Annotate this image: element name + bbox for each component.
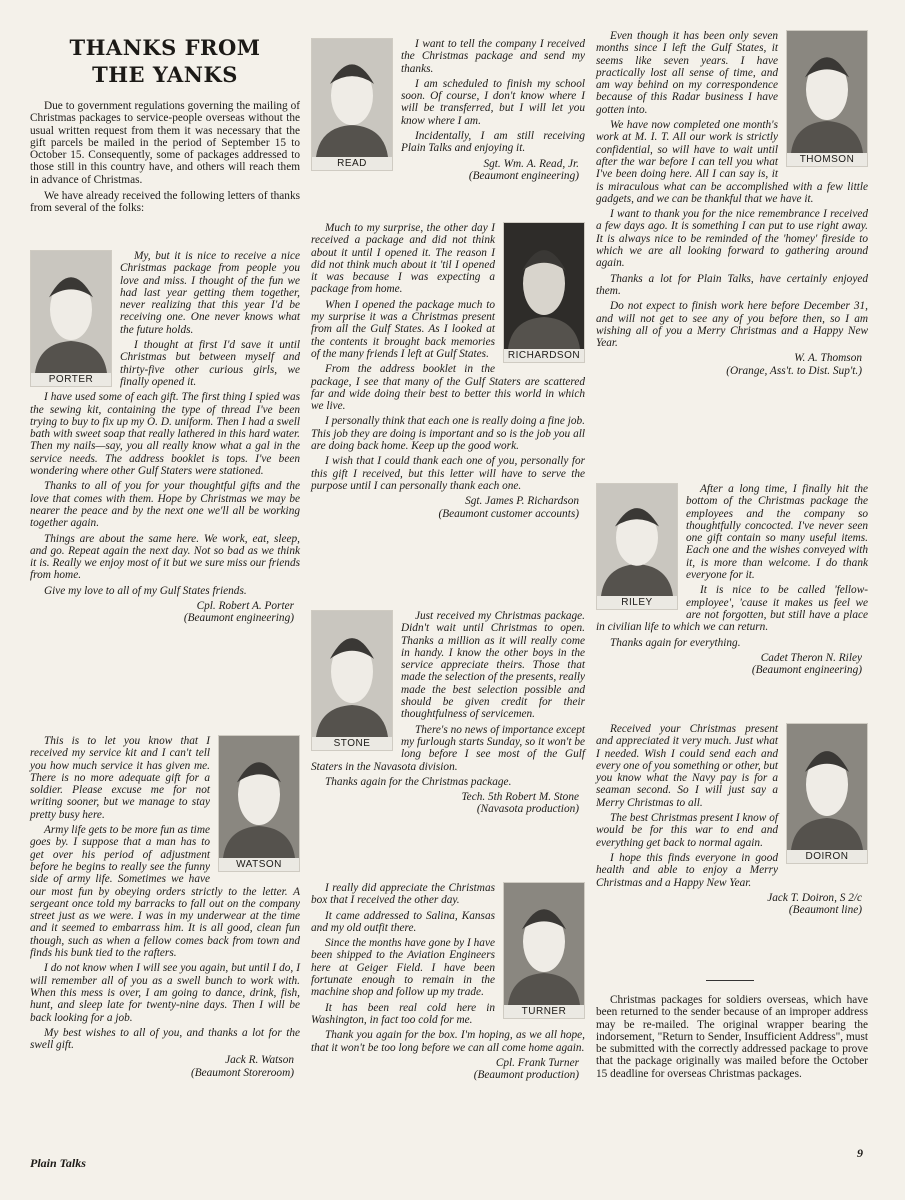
letter-paragraph: It has been real cold here in Washington, in fact too cold for me. bbox=[311, 1001, 495, 1026]
letter-paragraph: Even though it has been only seven months since I left the Gulf States, it seems like seven years. I have practically lost all sense of time, and am way behind on my correspondence because of this Radar business I have gotten into. bbox=[596, 30, 778, 116]
letter-paragraph: Just received my Christmas package. Didn't wait until Christmas to open. Thanks a million as it will really come in handy. I know the other boys in the service appreciate theirs. Those that made the selection of the presents, really made the best selection possible and should be given credit for their thoughtfulness of servicemen. bbox=[401, 610, 585, 721]
letter-paragraph: I do not know when I will see you again, but until I do, I will remember all of you as a swell bunch to work with. When this mess is over, I am going to dance, drink, fish, hunt, and sleep late for twenty-nine days. Then I will be back looking for a job. bbox=[30, 962, 300, 1024]
portrait-photo bbox=[30, 250, 112, 387]
letter-read bbox=[311, 38, 585, 182]
letter-department: (Beaumont customer accounts) bbox=[438, 507, 579, 520]
letter-paragraph: We have now completed one month's work at M. I. T. All our work is strictly confidential, so will have to wait until after the war before I can tell you what I've been doing here. All I can say is, it is miraculous what can be accomplished with a few little gadgets, and we can be thankful that we have it. bbox=[596, 119, 868, 205]
portrait-photo bbox=[786, 30, 868, 167]
letter-paragraph: It is nice to be called 'fellow-employee', 'cause it makes us feel we are not forgotten, but still have a place in civilian life to which we can return. bbox=[596, 584, 868, 634]
notice-paragraph: Christmas packages for soldiers overseas, which have been returned to the sender because of an improper address may be re-mailed. The original wrapper bearing the indorsement, "Return to Sender, Insufficient Address", must be submitted with the correctly addressed package to prove that the package originally was mailed before the October 15 deadline for overseas Christmas packages. bbox=[596, 994, 868, 1080]
letter-paragraph: My, but it is nice to receive a nice Christmas package from people you love and miss. I thought of the fun we had last year getting them together, never realizing that this year I'd be receiving one. One never knows what the future holds. bbox=[120, 250, 300, 336]
intro-paragraph: Due to government regulations governing the mailing of Christmas packages to service-people overseas without the usual written request from them it was necessary that the gift parcels be mailed in the period of September 15 to October 15. Consequently, some of packages addressed to those still in this country have, and others will reach them in advance of Christmas. bbox=[30, 100, 300, 186]
portrait-photo bbox=[311, 38, 393, 171]
letter-paragraph: There's no news of importance except my furlough starts Sunday, so it won't be long before I see most of the Gulf Staters in the Navasota division. bbox=[311, 723, 585, 773]
letter-paragraph: I personally think that each one is really doing a fine job. This job they are doing is important and so is the job you all are doing back home. Keep up the good work. bbox=[311, 415, 585, 453]
letter-paragraph: I have used some of each gift. The first thing I spied was the sewing kit, containing the type of thread I've been trying to buy to fix up my O. D. uniform. Then I had a swell bath with sweet soap that really lathered in this hard water. Then my nails—say, you all really know what a gal in the service needs. The address booklet is tops. I've been wondering where other Gulf Staters were stationed. bbox=[30, 391, 300, 478]
portrait-image bbox=[787, 31, 867, 153]
letter-signature: Cpl. Frank Turner bbox=[495, 1056, 579, 1069]
letter-paragraph: Army life gets to be more fun as time goes by. I suppose that a man has to get over his period of adjustment before he begins to really see the funny side of army life. Sometimes we have our most fun by obeying orders strictly to the letter. A sergeant once told my barracks to fall out on the company street just as we were. I was in my underwear at the time and it seemed to embarrass him. It is all good, clean fun though, such as when a fellow comes back from town and finds his bunk tied to the rafters. bbox=[30, 824, 300, 960]
letter-paragraph: Thanks again for the Christmas package. bbox=[325, 775, 512, 788]
portrait-image bbox=[219, 736, 299, 858]
letter-signature: Jack T. Doiron, S 2/c bbox=[767, 891, 862, 904]
letter-paragraph: Incidentally, I am still receiving Plain Talks and enjoying it. bbox=[401, 130, 585, 155]
letter-signature: W. A. Thomson bbox=[794, 352, 862, 365]
portrait-image bbox=[312, 39, 392, 157]
photo-caption: DOIRON bbox=[787, 850, 867, 863]
letter-paragraph: I thought at first I'd save it until Christmas but between myself and thirty-five other curious girls, we finally opened it. bbox=[120, 339, 300, 388]
letter-turner bbox=[311, 882, 585, 1081]
letter-paragraph: From the address booklet in the package, I see that many of the Gulf Staters are scattered far and wide doing their best to better this world in which we live. bbox=[311, 363, 585, 413]
letter-thomson bbox=[596, 30, 868, 377]
portrait-image bbox=[31, 251, 111, 373]
letter-department: (Navasota production) bbox=[476, 803, 579, 816]
letter-signature: Tech. 5th Robert M. Stone bbox=[461, 791, 579, 804]
letter-signature: Cadet Theron N. Riley bbox=[760, 651, 862, 664]
letter-department: (Beaumont line) bbox=[788, 904, 862, 917]
letter-paragraph: My best wishes to all of you, and thanks a lot for the swell gift. bbox=[30, 1026, 300, 1052]
letter-department: (Beaumont production) bbox=[473, 1069, 579, 1082]
letter-signature: Sgt. Wm. A. Read, Jr. bbox=[483, 157, 579, 170]
letter-department: (Beaumont engineering) bbox=[468, 169, 579, 182]
portrait-photo bbox=[218, 735, 300, 872]
letter-paragraph: I wish that I could thank each one of you, personally for this gift I received, but this letter will have to serve the purpose until I can personally thank each one. bbox=[311, 455, 585, 492]
letter-paragraph: Received your Christmas present and appreciated it very much. Just what I needed. Wish I could send each and every one of you something or other, but you know what the Navy pay is for a seaman second. So I will just say a Merry Christmas to all. bbox=[596, 723, 778, 809]
letter-signature: Cpl. Robert A. Porter bbox=[196, 600, 294, 613]
portrait-image bbox=[312, 611, 392, 737]
letter-paragraph: The best Christmas present I know of would be for this war to end and everything get back to normal again. bbox=[596, 812, 778, 849]
portrait-image bbox=[504, 883, 584, 1005]
portrait-image bbox=[787, 724, 867, 850]
letter-richardson bbox=[311, 222, 585, 520]
notice bbox=[596, 994, 868, 1084]
photo-caption: RILEY bbox=[597, 596, 677, 609]
letter-paragraph: After a long time, I finally hit the bottom of the Christmas package the employees and the company so thoughtfully concocted. I've never seen one gift contain so many useful items. Each one and the wishes conveyed with it, is more than welcome. I do thank everyone for it. bbox=[686, 483, 868, 582]
letter-paragraph: I am scheduled to finish my school soon. Of course, I don't know where I will be transferred, but I will let you know where I am. bbox=[401, 77, 585, 127]
portrait-photo bbox=[596, 483, 678, 610]
letter-doiron bbox=[596, 723, 868, 916]
letter-paragraph: It came addressed to Salina, Kansas and my old outfit there. bbox=[311, 909, 495, 934]
letter-paragraph: Give my love to all of my Gulf States friends. bbox=[44, 584, 247, 597]
letter-paragraph: I want to tell the company I received the Christmas package and send my thanks. bbox=[401, 38, 585, 75]
portrait-photo bbox=[786, 723, 868, 864]
portrait-image bbox=[504, 223, 584, 349]
letter-paragraph: Since the months have gone by I have been shipped to the Aviation Engineers here at Geiger Field. I have been fortunate enough to remain in the machine shop and follow up my trade. bbox=[311, 937, 495, 999]
letter-signature: Sgt. James P. Richardson bbox=[465, 495, 579, 508]
letter-paragraph: Thanks a lot for Plain Talks, have certainly enjoyed them. bbox=[596, 272, 868, 297]
letter-department: (Beaumont engineering) bbox=[183, 612, 294, 625]
article-header bbox=[30, 34, 300, 219]
letter-paragraph: Do not expect to finish work here before December 31, and will not get to see any of you before then, so I am wishing all of you a Merry Christmas and a Happy New Year. bbox=[596, 300, 868, 350]
letter-porter bbox=[30, 250, 300, 625]
portrait-photo bbox=[311, 610, 393, 751]
letter-department: (Orange, Ass't. to Dist. Sup't.) bbox=[726, 364, 862, 377]
letter-paragraph: Much to my surprise, the other day I received a package and did not think about it until I opened it. The reason I did not think much about it 'til I opened it was because I was expecting a package from home. bbox=[311, 222, 495, 296]
letter-signature: Jack R. Watson bbox=[225, 1054, 294, 1067]
letter-paragraph: When I opened the package much to my surprise it was a Christmas present from all the Gulf States. As I looked at the contents it brought back memories of the many friends I left at Gulf States. bbox=[311, 298, 495, 360]
letter-paragraph: Thank you again for the box. I'm hoping, as we all hope, that it won't be too long before we can all come home again. bbox=[311, 1029, 585, 1054]
letter-department: (Beaumont Storeroom) bbox=[190, 1066, 294, 1079]
letter-paragraph: I hope this finds everyone in good health and able to enjoy a Merry Christmas and a Happy New Year. bbox=[596, 851, 778, 889]
page-number: 9 bbox=[857, 1146, 863, 1160]
publication-name: Plain Talks bbox=[30, 1156, 86, 1170]
photo-caption: STONE bbox=[312, 737, 392, 750]
photo-caption: THOMSON bbox=[787, 153, 867, 166]
letter-stone bbox=[311, 610, 585, 816]
portrait-photo bbox=[503, 222, 585, 363]
letter-paragraph: Thanks to all of you for your thoughtful gifts and the love that comes with them. Hope by Christmas we may be nearer the peace and by the next one we'll all be working together again. bbox=[30, 480, 300, 530]
letter-paragraph: I really did appreciate the Christmas box that I received the other day. bbox=[311, 882, 495, 907]
intro-paragraph: We have already received the following letters of thanks from several of the folks: bbox=[30, 190, 300, 215]
letter-paragraph: I want to thank you for the nice remembrance I received a few days ago. It is something I can put to use right away. It is always nice to be reminded of the 'homey' fireside to which we are all looking forward to gathering around again. bbox=[596, 208, 868, 270]
letter-watson bbox=[30, 735, 300, 1079]
portrait-photo bbox=[503, 882, 585, 1019]
photo-caption: PORTER bbox=[31, 373, 111, 386]
photo-caption: RICHARDSON bbox=[504, 349, 584, 362]
photo-caption: TURNER bbox=[504, 1005, 584, 1018]
letter-paragraph: Things are about the same here. We work, eat, sleep, and go. Repeat again the next day. Not so bad as we think it is. Really we enjoy most of it but we sure miss our friends from home. bbox=[30, 532, 300, 582]
letter-paragraph: Thanks again for everything. bbox=[610, 636, 741, 649]
article-title: THANKS FROM THE YANKS bbox=[69, 35, 261, 87]
portrait-image bbox=[597, 484, 677, 596]
letter-riley bbox=[596, 483, 868, 676]
photo-caption: WATSON bbox=[219, 858, 299, 871]
letter-department: (Beaumont engineering) bbox=[751, 664, 862, 677]
photo-caption: READ bbox=[312, 157, 392, 170]
letter-paragraph: This is to let you know that I received my service kit and I can't tell you how much service it has given me. There is no more adequate gift for a soldier. Please excuse me for not writing sooner, but we manage to stay pretty busy here. bbox=[30, 735, 210, 821]
divider-rule bbox=[706, 980, 754, 981]
